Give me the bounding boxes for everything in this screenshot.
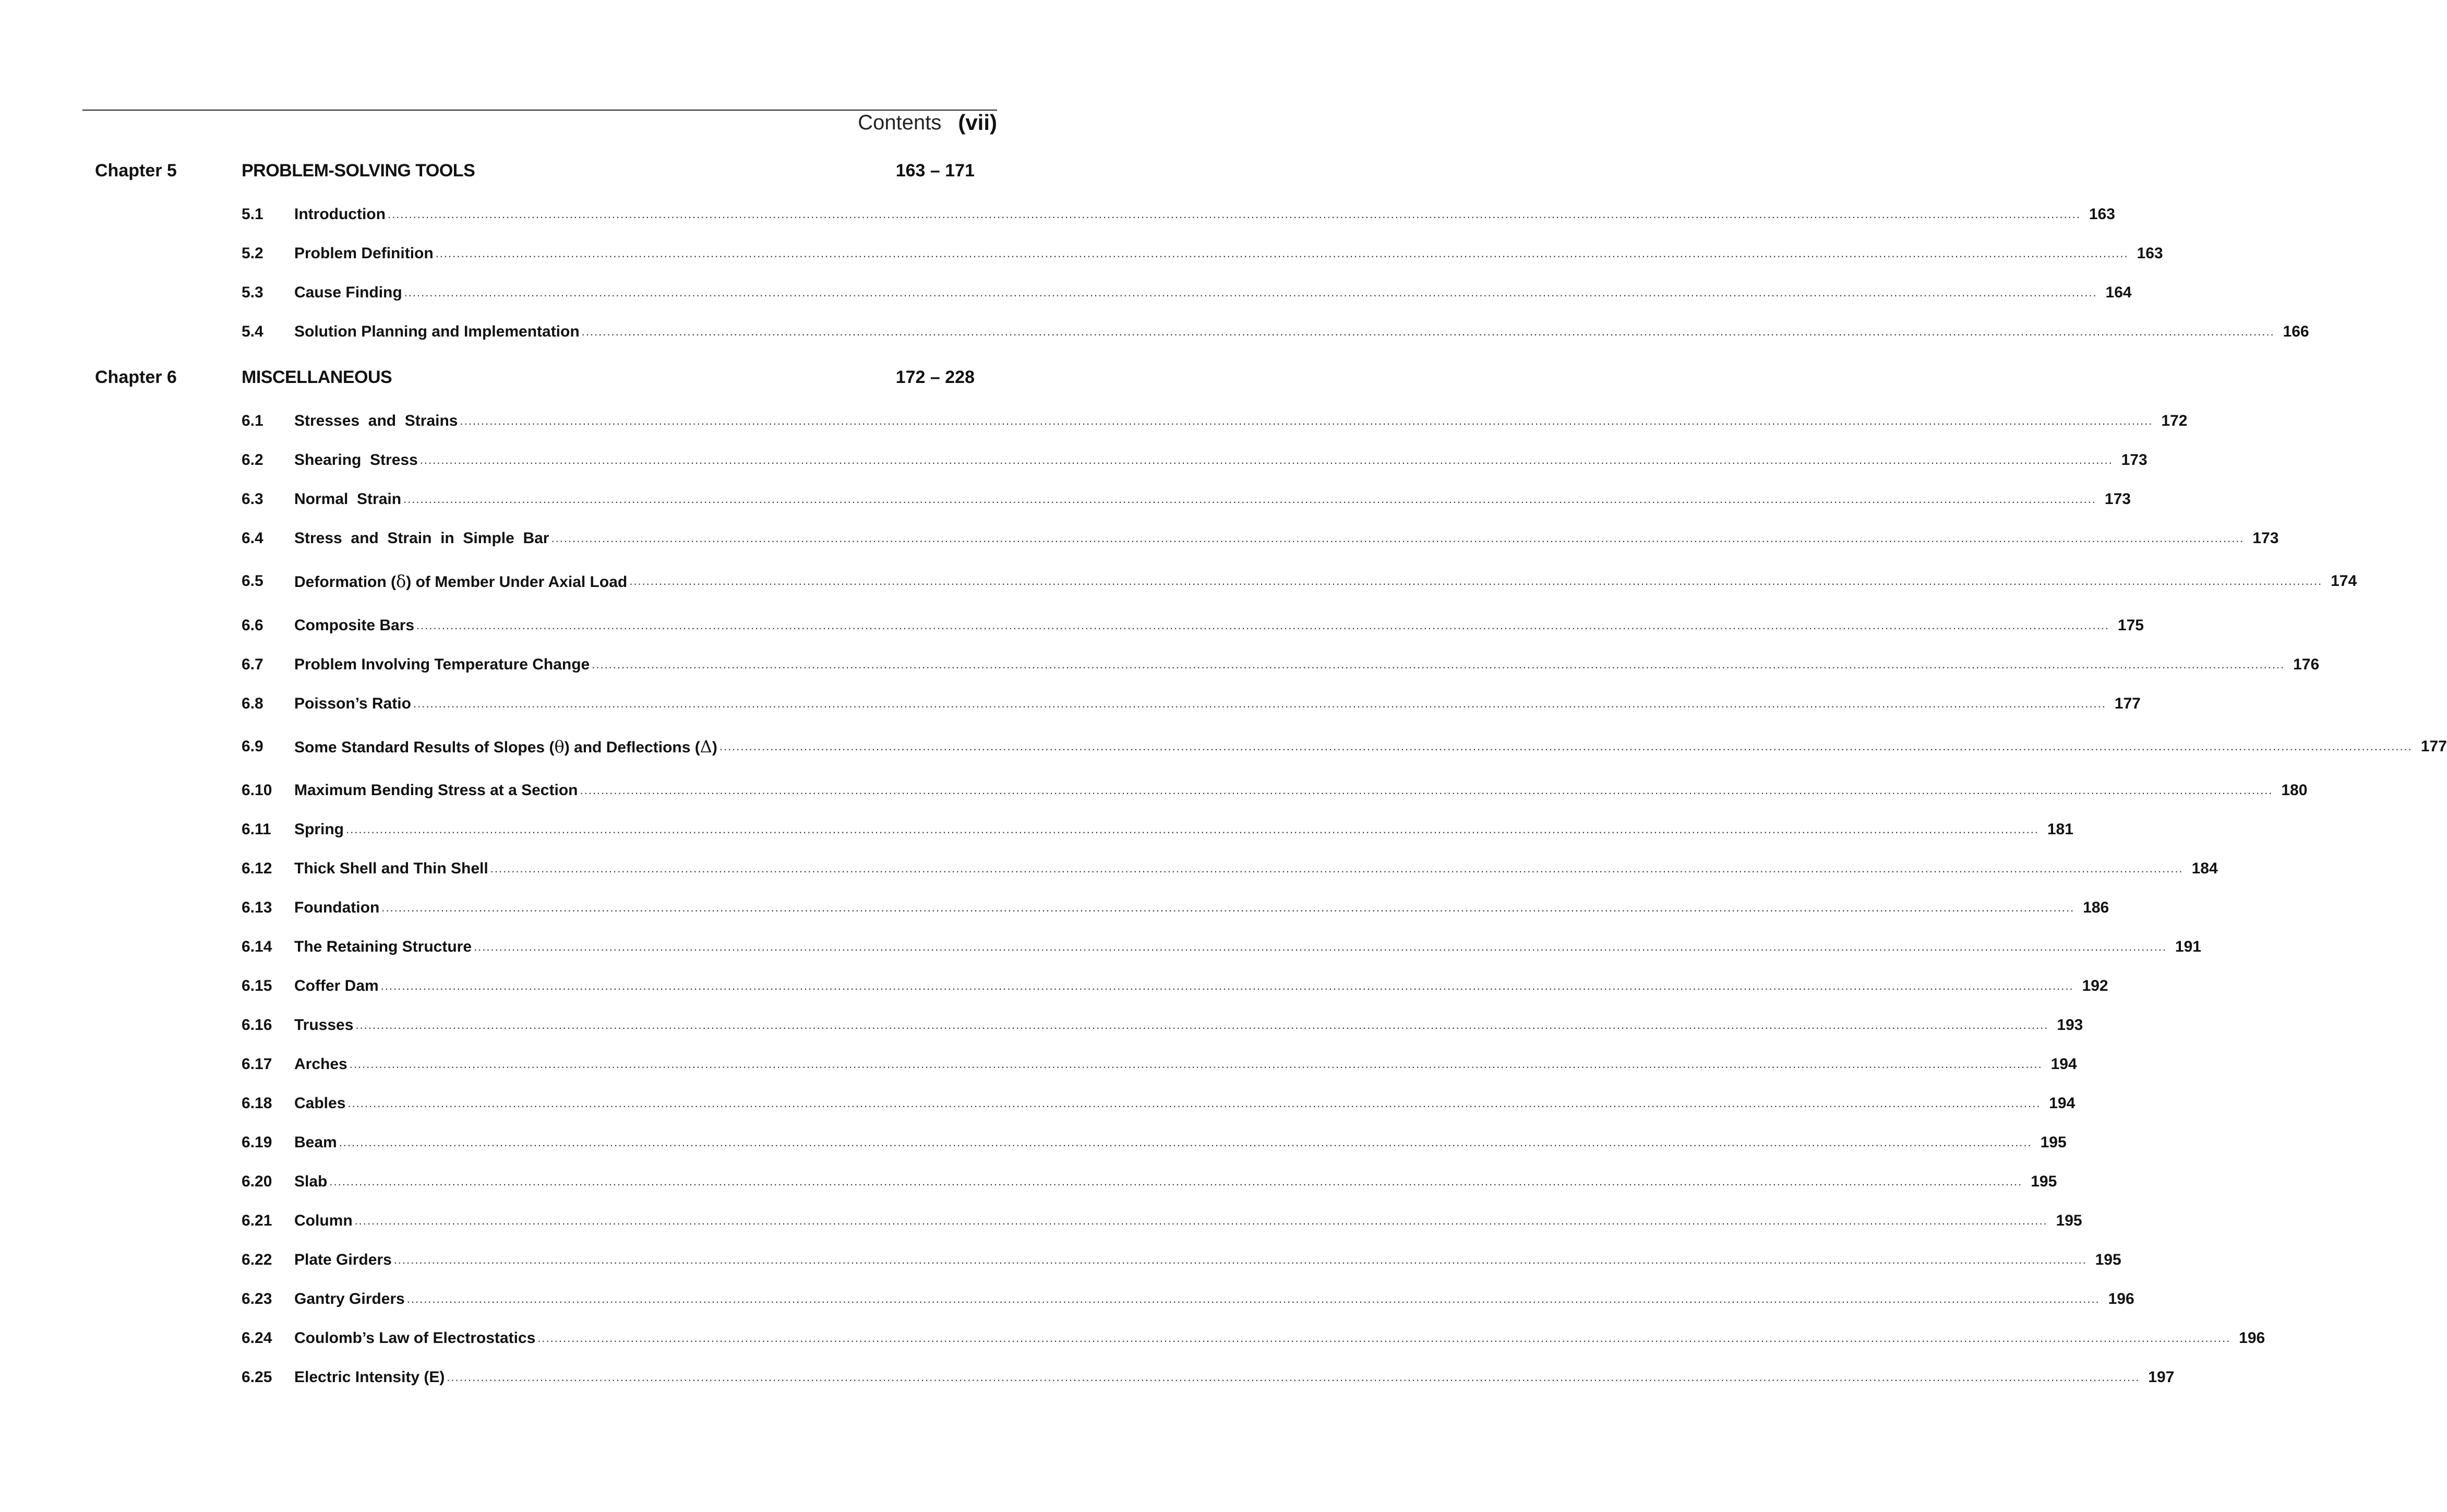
section-number: 6.3	[242, 490, 263, 508]
section-title-part: )	[712, 739, 717, 756]
chapter-page-range: 163 – 171	[895, 161, 975, 181]
section-page: 191	[2175, 938, 2201, 955]
section-page: 172	[2161, 412, 2188, 429]
section-page: 196	[2108, 1290, 2134, 1307]
section-page: 164	[2105, 284, 2132, 301]
section-number: 5.3	[242, 284, 263, 301]
toc-entry[interactable]	[242, 1364, 2175, 1390]
section-title: Problem Definition	[294, 245, 434, 262]
section-title: The Retaining Structure	[294, 938, 472, 955]
dot-leader: ................................................................................................................................................................................................................................................................................................................................................................................................................	[355, 1018, 2049, 1031]
section-title: Maximum Bending Stress at a Section	[294, 782, 578, 799]
toc-entry[interactable]	[242, 280, 2132, 306]
dot-leader: ................................................................................................................................................................................................................................................................................................................................................................................................................	[435, 247, 2129, 260]
section-title-part: ) of Member Under Axial Load	[406, 573, 628, 591]
dot-leader: ................................................................................................................................................................................................................................................................................................................................................................................................................	[346, 823, 2039, 836]
section-title: Beam	[294, 1134, 337, 1151]
toc-entry[interactable]	[242, 319, 2309, 345]
dot-leader: ................................................................................................................................................................................................................................................................................................................................................................................................................	[387, 208, 2081, 221]
section-number: 6.11	[242, 821, 271, 838]
toc-entry[interactable]	[242, 1208, 2082, 1234]
section-title: Foundation	[294, 899, 380, 916]
section-page: 196	[2239, 1329, 2265, 1347]
dot-leader: ................................................................................................................................................................................................................................................................................................................................................................................................................	[381, 901, 2075, 914]
section-page: 192	[2082, 977, 2108, 994]
chapter-page-range: 172 – 228	[895, 367, 975, 387]
dot-leader: ................................................................................................................................................................................................................................................................................................................................................................................................................	[474, 940, 2167, 953]
dot-leader: ................................................................................................................................................................................................................................................................................................................................................................................................................	[719, 740, 2413, 753]
dot-leader: ................................................................................................................................................................................................................................................................................................................................................................................................................	[403, 493, 2096, 506]
section-number: 6.14	[242, 938, 272, 955]
section-title: Thick Shell and Thin Shell	[294, 860, 488, 877]
section-number: 6.5	[242, 572, 263, 590]
section-title: Arches	[294, 1055, 347, 1073]
section-number: 6.9	[242, 738, 263, 755]
dot-leader: ................................................................................................................................................................................................................................................................................................................................................................................................................	[393, 1253, 2087, 1266]
toc-entry[interactable]	[242, 613, 2144, 639]
section-number: 6.12	[242, 860, 272, 877]
section-number: 6.15	[242, 977, 272, 994]
section-number: 5.1	[242, 206, 263, 223]
section-title: Composite Bars	[294, 617, 415, 634]
theta-symbol: θ	[554, 737, 565, 757]
section-title: Gantry Girders	[294, 1290, 405, 1307]
section-page: 177	[2420, 738, 2447, 755]
dot-leader: ................................................................................................................................................................................................................................................................................................................................................................................................................	[339, 1136, 2032, 1149]
toc-entry[interactable]	[242, 856, 2218, 882]
delta-symbol: δ	[396, 571, 406, 591]
section-number: 6.17	[242, 1055, 272, 1073]
section-number: 6.10	[242, 782, 272, 799]
dot-leader: ................................................................................................................................................................................................................................................................................................................................................................................................................	[537, 1331, 2231, 1345]
toc-entry[interactable]	[242, 934, 2201, 960]
dot-leader: ................................................................................................................................................................................................................................................................................................................................................................................................................	[347, 1097, 2041, 1110]
chapter-label: Chapter 5	[95, 161, 177, 181]
section-title-part: Deformation (	[294, 573, 396, 591]
toc-entry[interactable]	[242, 777, 2308, 803]
dot-leader: ................................................................................................................................................................................................................................................................................................................................................................................................................	[490, 862, 2184, 875]
section-title: Spring	[294, 821, 344, 838]
section-page: 195	[2040, 1134, 2067, 1151]
section-page: 174	[2331, 572, 2357, 590]
dot-leader: ................................................................................................................................................................................................................................................................................................................................................................................................................	[413, 697, 2106, 710]
dot-leader: ................................................................................................................................................................................................................................................................................................................................................................................................................	[419, 453, 2113, 466]
section-number: 6.20	[242, 1173, 272, 1190]
toc-entry[interactable]	[242, 691, 2141, 717]
section-page: 177	[2114, 695, 2141, 712]
section-number: 6.13	[242, 899, 272, 916]
dot-leader: ................................................................................................................................................................................................................................................................................................................................................................................................................	[447, 1371, 2140, 1384]
section-page: 163	[2089, 206, 2115, 223]
section-title-part: Some Standard Results of Slopes (	[294, 739, 555, 756]
section-title: Cables	[294, 1095, 346, 1112]
section-page: 184	[2191, 860, 2218, 877]
section-title: Problem Involving Temperature Change	[294, 656, 590, 673]
dot-leader: ................................................................................................................................................................................................................................................................................................................................................................................................................	[592, 658, 2285, 671]
section-page: 173	[2252, 530, 2279, 547]
page-number: (vii)	[958, 110, 997, 135]
section-title: Introduction	[294, 206, 386, 223]
dot-leader: ................................................................................................................................................................................................................................................................................................................................................................................................................	[349, 1058, 2043, 1071]
toc-entry[interactable]	[242, 1051, 2077, 1077]
section-page: 180	[2281, 782, 2308, 799]
section-title: Coulomb’s Law of Electrostatics	[294, 1329, 536, 1347]
section-page: 195	[2056, 1212, 2082, 1229]
dot-leader: ................................................................................................................................................................................................................................................................................................................................................................................................................	[406, 1292, 2100, 1305]
toc-entry[interactable]	[242, 201, 2115, 227]
section-number: 6.24	[242, 1329, 272, 1347]
section-number: 6.2	[242, 451, 263, 469]
section-title: Shearing Stress	[294, 451, 418, 469]
section-title: Solution Planning and Implementation	[294, 323, 580, 340]
section-page: 175	[2117, 617, 2144, 634]
running-title: Contents	[858, 111, 942, 134]
section-title	[294, 571, 627, 591]
section-page: 194	[2050, 1055, 2077, 1073]
chapter-heading	[0, 362, 1069, 393]
section-title-part: ) and Deflections (	[564, 739, 700, 756]
section-page: 166	[2283, 323, 2309, 340]
section-number: 6.21	[242, 1212, 272, 1229]
section-title	[294, 737, 717, 757]
section-title: Stresses and Strains	[294, 412, 458, 429]
section-page: 173	[2104, 490, 2131, 508]
toc-entry[interactable]	[242, 1325, 2265, 1351]
section-number: 6.22	[242, 1251, 272, 1268]
dot-leader: ................................................................................................................................................................................................................................................................................................................................................................................................................	[580, 784, 2273, 797]
toc-entry[interactable]	[242, 1286, 2134, 1312]
dot-leader: ................................................................................................................................................................................................................................................................................................................................................................................................................	[581, 325, 2275, 338]
section-page: 186	[2083, 899, 2109, 916]
toc-entry[interactable]	[242, 895, 2109, 921]
section-page: 173	[2121, 451, 2148, 469]
section-number: 6.8	[242, 695, 263, 712]
toc-entry[interactable]	[242, 1247, 2121, 1273]
toc-entry[interactable]	[242, 525, 2279, 551]
section-number: 6.4	[242, 530, 263, 547]
section-page: 195	[2031, 1173, 2057, 1190]
section-number: 6.23	[242, 1290, 272, 1307]
section-title: Normal Strain	[294, 490, 402, 508]
section-number: 5.2	[242, 245, 263, 262]
toc-entry[interactable]	[242, 408, 2188, 434]
section-title: Trusses	[294, 1016, 354, 1034]
toc-entry[interactable]	[242, 652, 2320, 678]
section-number: 5.4	[242, 323, 263, 340]
section-page: 176	[2293, 656, 2320, 673]
toc-entry[interactable]	[242, 734, 2447, 760]
section-title: Poisson’s Ratio	[294, 695, 411, 712]
toc-entry[interactable]	[242, 1012, 2083, 1038]
dot-leader: ................................................................................................................................................................................................................................................................................................................................................................................................................	[354, 1214, 2048, 1227]
section-title: Stress and Strain in Simple Bar	[294, 530, 549, 547]
section-page: 195	[2095, 1251, 2121, 1268]
section-page: 193	[2057, 1016, 2083, 1034]
section-number: 6.7	[242, 656, 263, 673]
toc-entry[interactable]	[242, 241, 2163, 267]
section-page: 181	[2047, 821, 2073, 838]
section-title: Plate Girders	[294, 1251, 392, 1268]
section-title: Coffer Dam	[294, 977, 379, 994]
chapter-title: MISCELLANEOUS	[242, 367, 392, 387]
dot-leader: ................................................................................................................................................................................................................................................................................................................................................................................................................	[629, 574, 2323, 587]
toc-entry[interactable]	[242, 1169, 2057, 1195]
section-number: 6.19	[242, 1134, 272, 1151]
capital-delta-symbol: Δ	[700, 737, 712, 757]
section-title: Column	[294, 1212, 353, 1229]
chapter-label: Chapter 6	[95, 367, 177, 387]
dot-leader: ................................................................................................................................................................................................................................................................................................................................................................................................................	[551, 532, 2245, 545]
toc-entry[interactable]	[242, 817, 2073, 843]
dot-leader: ................................................................................................................................................................................................................................................................................................................................................................................................................	[460, 414, 2153, 427]
dot-leader: ................................................................................................................................................................................................................................................................................................................................................................................................................	[416, 619, 2109, 632]
section-number: 6.1	[242, 412, 263, 429]
toc-entry[interactable]	[242, 447, 2148, 473]
toc-entry[interactable]	[242, 486, 2131, 512]
chapter-heading	[0, 155, 1069, 186]
dot-leader: ................................................................................................................................................................................................................................................................................................................................................................................................................	[329, 1175, 2023, 1188]
section-number: 6.16	[242, 1016, 272, 1034]
section-number: 6.18	[242, 1095, 272, 1112]
section-title: Cause Finding	[294, 284, 402, 301]
toc-entry[interactable]	[242, 973, 2108, 999]
section-title: Electric Intensity (E)	[294, 1369, 445, 1386]
section-page: 197	[2148, 1369, 2175, 1386]
dot-leader: ................................................................................................................................................................................................................................................................................................................................................................................................................	[404, 286, 2097, 299]
chapter-title: PROBLEM-SOLVING TOOLS	[242, 161, 475, 181]
section-page: 163	[2137, 245, 2163, 262]
toc-entry[interactable]	[242, 1090, 2076, 1117]
section-number: 6.6	[242, 617, 263, 634]
running-head	[858, 107, 997, 138]
section-page: 194	[2049, 1095, 2076, 1112]
toc-entry[interactable]	[242, 1130, 2067, 1156]
toc-entry[interactable]	[242, 568, 2357, 594]
dot-leader: ................................................................................................................................................................................................................................................................................................................................................................................................................	[380, 979, 2074, 992]
section-number: 6.25	[242, 1369, 272, 1386]
section-title: Slab	[294, 1173, 328, 1190]
